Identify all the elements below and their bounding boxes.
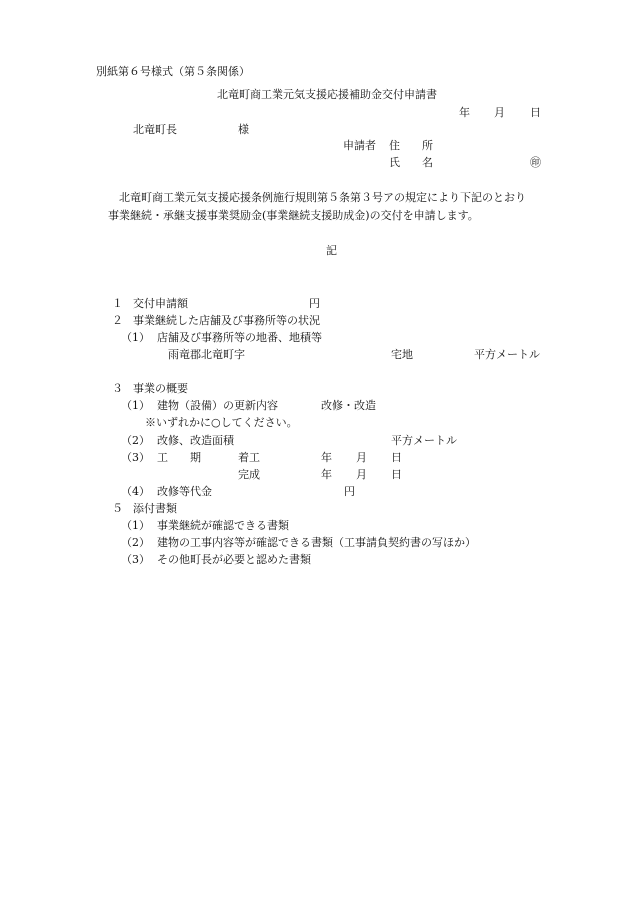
item-1-number: １ [112, 297, 123, 310]
selection-note: ※いずれかに○してください。 [145, 416, 298, 429]
doc-3-text: その他町長が必要と認めた書類 [157, 553, 311, 566]
form-label: 別紙第６号様式（第５条関係） [96, 65, 250, 78]
ki-heading: 記 [326, 244, 337, 257]
item-3-sub-4-unit: 円 [344, 485, 355, 498]
date-month: 月 [494, 106, 505, 119]
body-text-line-2: 事業継続・承継支援事業奨励金(事業継続支援助成金)の交付を申請します。 [108, 209, 479, 222]
doc-1-number: （1） [121, 519, 150, 532]
item-3-number: ３ [112, 382, 123, 395]
item-5-label: 添付書類 [133, 502, 177, 515]
item-2-number: ２ [112, 314, 123, 327]
item-1-unit: 円 [309, 297, 320, 310]
start-day: 日 [391, 451, 402, 464]
item-3-sub-2-number: （2） [121, 434, 150, 447]
applicant-label: 申請者 [343, 139, 376, 152]
land-type: 宅地 [391, 348, 413, 361]
item-3-label: 事業の概要 [133, 382, 188, 395]
item-3-sub-1-number: （1） [121, 399, 150, 412]
document-title: 北竜町商工業元気支援応援補助金交付申請書 [217, 88, 437, 101]
item-5-number: ５ [112, 502, 123, 515]
addressee-honorific: 様 [238, 123, 249, 136]
end-year: 年 [321, 468, 332, 481]
doc-2-text: 建物の工事内容等が確認できる書類（工事請負契約書の写ほか） [157, 536, 476, 549]
applicant-name-label: 氏 名 [389, 156, 433, 169]
item-3-sub-1-label: 建物（設備）の更新内容 [157, 399, 278, 412]
construction-start-label: 着工 [238, 451, 260, 464]
item-2-sub-1-number: （1） [121, 331, 150, 344]
item-3-sub-2-unit: 平方メートル [391, 434, 457, 447]
item-3-sub-3-label: 工 期 [157, 451, 201, 464]
item-3-sub-3-number: （3） [121, 451, 150, 464]
doc-1-text: 事業継続が確認できる書類 [157, 519, 289, 532]
date-year: 年 [459, 106, 470, 119]
end-month: 月 [356, 468, 367, 481]
seal-mark: ㊞ [530, 156, 541, 169]
location-prefix: 雨竜郡北竜町字 [168, 348, 245, 361]
date-day: 日 [530, 106, 541, 119]
applicant-address-label: 住 所 [389, 139, 433, 152]
doc-3-number: （3） [121, 553, 150, 566]
doc-2-number: （2） [121, 536, 150, 549]
item-1-label: 交付申請額 [133, 297, 188, 310]
body-text-line-1: 北竜町商工業元気支援応援条例施行規則第５条第３号アの規定により下記のとおり [119, 191, 526, 204]
start-month: 月 [356, 451, 367, 464]
item-2-sub-1-label: 店舗及び事務所等の地番、地積等 [157, 331, 322, 344]
item-3-sub-4-label: 改修等代金 [157, 485, 212, 498]
construction-end-label: 完成 [238, 468, 260, 481]
end-day: 日 [391, 468, 402, 481]
item-3-sub-2-label: 改修、改造面積 [157, 434, 234, 447]
renovation-options: 改修・改造 [321, 399, 376, 412]
addressee-name: 北竜町長 [133, 123, 177, 136]
start-year: 年 [321, 451, 332, 464]
area-unit: 平方メートル [474, 348, 540, 361]
item-3-sub-4-number: （4） [121, 485, 150, 498]
item-2-label: 事業継続した店舗及び事務所等の状況 [133, 314, 320, 327]
